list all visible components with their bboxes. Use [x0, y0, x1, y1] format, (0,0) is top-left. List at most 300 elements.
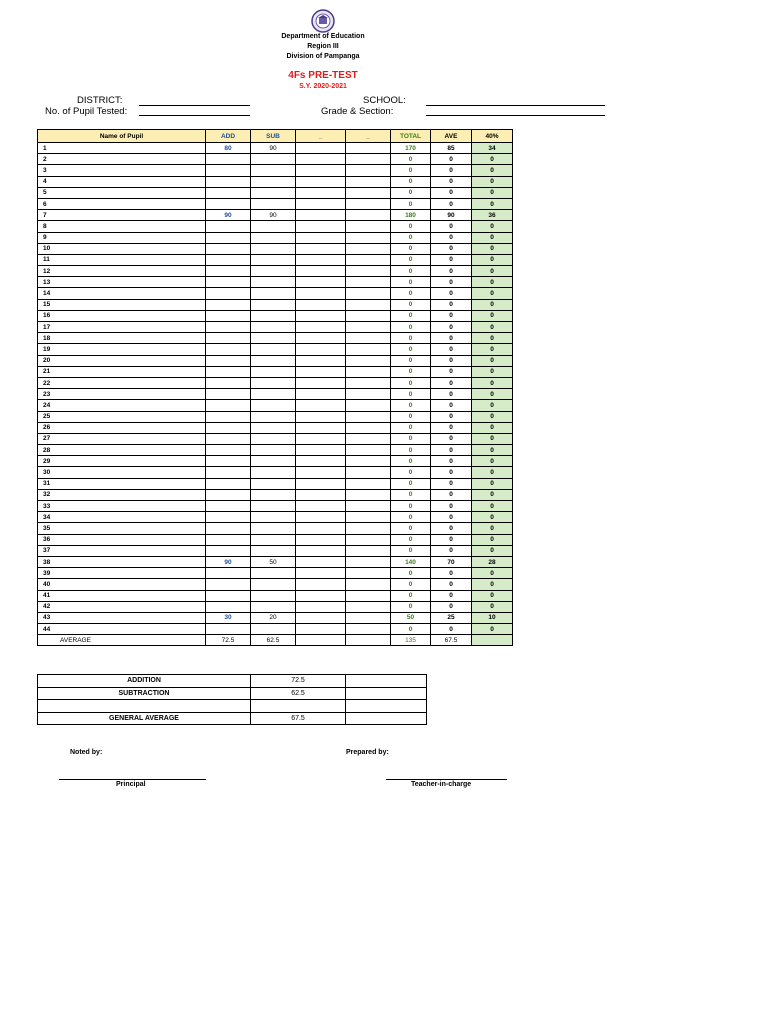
blank-cell[interactable] — [346, 377, 391, 388]
pct-cell: 0 — [472, 333, 513, 344]
table-row — [38, 433, 513, 444]
add-score-cell[interactable] — [206, 501, 251, 512]
add-score-cell[interactable] — [206, 624, 251, 635]
school-label: SCHOOL: — [363, 95, 406, 106]
sub-score-cell[interactable] — [251, 478, 296, 489]
add-score-cell[interactable] — [206, 165, 251, 176]
blank-cell[interactable] — [296, 154, 346, 165]
total-cell: 0 — [391, 322, 431, 333]
table-row — [38, 333, 513, 344]
ave-cell: 0 — [431, 333, 472, 344]
blank-cell[interactable] — [296, 254, 346, 265]
add-score-cell[interactable] — [206, 523, 251, 534]
blank-cell[interactable] — [346, 187, 391, 198]
total-cell: 0 — [391, 422, 431, 433]
add-score-cell[interactable] — [206, 478, 251, 489]
add-score-cell[interactable] — [206, 456, 251, 467]
blank-cell[interactable] — [296, 176, 346, 187]
blank-cell[interactable] — [296, 422, 346, 433]
blank-cell[interactable] — [346, 523, 391, 534]
pupils-tested-field[interactable] — [139, 115, 250, 116]
blank-cell[interactable] — [296, 411, 346, 422]
add-score-cell[interactable] — [206, 467, 251, 478]
add-score-cell[interactable] — [206, 344, 251, 355]
total-cell: 0 — [391, 456, 431, 467]
sub-score-cell[interactable] — [251, 243, 296, 254]
ave-cell: 0 — [431, 489, 472, 500]
total-cell: 0 — [391, 154, 431, 165]
blank-cell[interactable] — [296, 400, 346, 411]
total-cell: 170 — [391, 143, 431, 154]
summary-row — [38, 675, 427, 688]
total-cell: 0 — [391, 433, 431, 444]
add-score-cell[interactable] — [206, 411, 251, 422]
blank-cell[interactable] — [346, 467, 391, 478]
table-row — [38, 299, 513, 310]
ave-cell: 0 — [431, 579, 472, 590]
sub-score-cell[interactable] — [251, 277, 296, 288]
blank-cell[interactable] — [346, 545, 391, 556]
grade-section-label: Grade & Section: — [321, 106, 394, 117]
pct-cell: 0 — [472, 590, 513, 601]
blank-cell[interactable] — [296, 243, 346, 254]
total-cell: 0 — [391, 299, 431, 310]
pupil-number-cell: 37 — [38, 545, 206, 556]
blank-cell[interactable] — [346, 165, 391, 176]
pct-cell: 0 — [472, 254, 513, 265]
ave-cell: 0 — [431, 523, 472, 534]
ave-cell: 0 — [431, 288, 472, 299]
summary-blank — [346, 687, 427, 700]
blank-cell[interactable] — [296, 590, 346, 601]
sub-score-cell[interactable] — [251, 232, 296, 243]
add-score-cell[interactable] — [206, 187, 251, 198]
add-score-cell[interactable] — [206, 243, 251, 254]
blank-cell[interactable] — [346, 579, 391, 590]
sub-score-cell[interactable] — [251, 579, 296, 590]
sub-score-cell[interactable] — [251, 601, 296, 612]
sub-score-cell[interactable] — [251, 456, 296, 467]
blank-cell[interactable] — [296, 232, 346, 243]
pct-cell: 0 — [472, 601, 513, 612]
pct-cell: 0 — [472, 568, 513, 579]
ave-cell: 0 — [431, 501, 472, 512]
sub-score-cell[interactable] — [251, 590, 296, 601]
blank-cell[interactable] — [346, 400, 391, 411]
blank-cell[interactable] — [296, 333, 346, 344]
sub-score-cell[interactable] — [251, 433, 296, 444]
pct-cell: 0 — [472, 310, 513, 321]
sub-score-cell[interactable] — [251, 467, 296, 478]
sub-score-cell[interactable] — [251, 545, 296, 556]
blank-cell[interactable] — [346, 210, 391, 221]
total-cell: 180 — [391, 210, 431, 221]
average-add: 72.5 — [206, 635, 251, 646]
blank-cell[interactable] — [296, 210, 346, 221]
total-cell: 0 — [391, 198, 431, 209]
sub-score-cell[interactable]: 90 — [251, 143, 296, 154]
add-score-cell[interactable] — [206, 568, 251, 579]
pupil-number-cell: 40 — [38, 579, 206, 590]
blank-cell[interactable] — [296, 266, 346, 277]
sub-score-cell[interactable] — [251, 165, 296, 176]
blank-cell[interactable] — [296, 456, 346, 467]
add-score-cell[interactable] — [206, 512, 251, 523]
blank-cell[interactable] — [296, 187, 346, 198]
blank-cell[interactable] — [346, 299, 391, 310]
add-score-cell[interactable]: 90 — [206, 556, 251, 567]
table-header-row — [38, 130, 513, 143]
header-blank-2: _ — [346, 130, 391, 143]
table-row — [38, 467, 513, 478]
blank-cell[interactable] — [346, 288, 391, 299]
blank-cell[interactable] — [346, 422, 391, 433]
total-cell: 140 — [391, 556, 431, 567]
pct-cell: 34 — [472, 143, 513, 154]
deped-seal-icon — [307, 9, 339, 33]
sub-score-cell[interactable] — [251, 221, 296, 232]
header-name-of-pupil: Name of Pupil — [38, 130, 206, 143]
pct-cell: 0 — [472, 456, 513, 467]
blank-cell[interactable] — [296, 556, 346, 567]
sub-score-cell[interactable] — [251, 355, 296, 366]
blank-cell[interactable] — [346, 243, 391, 254]
pct-cell: 0 — [472, 176, 513, 187]
blank-cell[interactable] — [346, 344, 391, 355]
blank-cell[interactable] — [296, 478, 346, 489]
sub-score-cell[interactable] — [251, 366, 296, 377]
pupil-number-cell: 39 — [38, 568, 206, 579]
pct-cell: 0 — [472, 366, 513, 377]
sub-score-cell[interactable] — [251, 299, 296, 310]
add-score-cell[interactable] — [206, 232, 251, 243]
summary-blank — [346, 712, 427, 725]
sub-score-cell[interactable] — [251, 198, 296, 209]
add-score-cell[interactable]: 80 — [206, 143, 251, 154]
total-cell: 0 — [391, 512, 431, 523]
add-score-cell[interactable] — [206, 254, 251, 265]
add-score-cell[interactable]: 90 — [206, 210, 251, 221]
sub-score-cell[interactable] — [251, 154, 296, 165]
sub-score-cell[interactable] — [251, 377, 296, 388]
header-sub: SUB — [251, 130, 296, 143]
summary-row — [38, 712, 427, 725]
sub-score-cell[interactable] — [251, 489, 296, 500]
blank-cell[interactable] — [296, 377, 346, 388]
blank-cell[interactable] — [296, 299, 346, 310]
sub-score-cell[interactable]: 20 — [251, 612, 296, 623]
pupil-number-cell: 29 — [38, 456, 206, 467]
add-score-cell[interactable] — [206, 355, 251, 366]
table-row — [38, 400, 513, 411]
average-pct — [472, 635, 513, 646]
add-score-cell[interactable] — [206, 601, 251, 612]
pupil-number-cell: 38 — [38, 556, 206, 567]
table-row — [38, 601, 513, 612]
add-score-cell[interactable] — [206, 198, 251, 209]
add-score-cell[interactable] — [206, 400, 251, 411]
sub-score-cell[interactable] — [251, 624, 296, 635]
sub-score-cell[interactable] — [251, 288, 296, 299]
summary-table — [37, 674, 427, 725]
sub-score-cell[interactable] — [251, 187, 296, 198]
pct-cell: 10 — [472, 612, 513, 623]
blank-cell[interactable] — [346, 221, 391, 232]
sub-score-cell[interactable] — [251, 344, 296, 355]
add-score-cell[interactable] — [206, 288, 251, 299]
table-row — [38, 221, 513, 232]
ave-cell: 0 — [431, 545, 472, 556]
add-score-cell[interactable] — [206, 534, 251, 545]
pupil-number-cell: 21 — [38, 366, 206, 377]
pct-cell: 0 — [472, 534, 513, 545]
pupil-number-cell: 20 — [38, 355, 206, 366]
blank-cell[interactable] — [346, 389, 391, 400]
add-score-cell[interactable] — [206, 433, 251, 444]
total-cell: 0 — [391, 355, 431, 366]
blank-cell[interactable] — [296, 344, 346, 355]
blank-cell[interactable] — [346, 568, 391, 579]
table-row — [38, 478, 513, 489]
blank-cell[interactable] — [346, 411, 391, 422]
blank-cell[interactable] — [346, 512, 391, 523]
sub-score-cell[interactable] — [251, 411, 296, 422]
add-score-cell[interactable] — [206, 310, 251, 321]
table-row — [38, 165, 513, 176]
sub-score-cell[interactable] — [251, 512, 296, 523]
pupil-number-cell: 4 — [38, 176, 206, 187]
school-field[interactable] — [426, 105, 605, 106]
sub-score-cell[interactable] — [251, 389, 296, 400]
blank-cell[interactable] — [346, 501, 391, 512]
blank-cell[interactable] — [346, 489, 391, 500]
table-row — [38, 456, 513, 467]
blank-cell[interactable] — [346, 478, 391, 489]
blank-cell[interactable] — [296, 433, 346, 444]
pupil-number-cell: 16 — [38, 310, 206, 321]
add-score-cell[interactable] — [206, 366, 251, 377]
blank-cell[interactable] — [296, 445, 346, 456]
sub-score-cell[interactable] — [251, 310, 296, 321]
district-label: DISTRICT: — [77, 95, 123, 106]
blank-cell[interactable] — [346, 198, 391, 209]
add-score-cell[interactable]: 30 — [206, 612, 251, 623]
sub-score-cell[interactable] — [251, 254, 296, 265]
blank-cell[interactable] — [296, 489, 346, 500]
pupil-number-cell: 32 — [38, 489, 206, 500]
header-add: ADD — [206, 130, 251, 143]
add-score-cell[interactable] — [206, 277, 251, 288]
add-score-cell[interactable] — [206, 590, 251, 601]
blank-cell[interactable] — [296, 512, 346, 523]
blank-cell[interactable] — [296, 523, 346, 534]
sub-score-cell[interactable] — [251, 333, 296, 344]
pupil-number-cell: 25 — [38, 411, 206, 422]
sub-score-cell[interactable] — [251, 523, 296, 534]
blank-cell[interactable] — [296, 579, 346, 590]
blank-cell[interactable] — [346, 322, 391, 333]
blank-cell[interactable] — [346, 433, 391, 444]
add-score-cell[interactable] — [206, 389, 251, 400]
total-cell: 0 — [391, 501, 431, 512]
total-cell: 0 — [391, 277, 431, 288]
blank-cell[interactable] — [346, 232, 391, 243]
add-score-cell[interactable] — [206, 422, 251, 433]
blank-cell[interactable] — [296, 165, 346, 176]
sub-score-cell[interactable] — [251, 422, 296, 433]
blank-cell[interactable] — [296, 355, 346, 366]
sub-score-cell[interactable]: 50 — [251, 556, 296, 567]
blank-cell[interactable] — [296, 612, 346, 623]
pupil-number-cell: 14 — [38, 288, 206, 299]
blank-cell[interactable] — [296, 310, 346, 321]
summary-value: 67.5 — [251, 712, 346, 725]
add-score-cell[interactable] — [206, 266, 251, 277]
summary-blank — [346, 700, 427, 713]
blank-cell[interactable] — [296, 501, 346, 512]
add-score-cell[interactable] — [206, 545, 251, 556]
blank-cell[interactable] — [296, 322, 346, 333]
blank-cell[interactable] — [296, 545, 346, 556]
total-cell: 0 — [391, 489, 431, 500]
blank-cell[interactable] — [296, 221, 346, 232]
ave-cell: 0 — [431, 221, 472, 232]
blank-cell[interactable] — [346, 456, 391, 467]
blank-cell[interactable] — [296, 143, 346, 154]
ave-cell: 0 — [431, 232, 472, 243]
blank-cell[interactable] — [346, 366, 391, 377]
average-row — [38, 635, 513, 646]
ave-cell: 0 — [431, 433, 472, 444]
pupil-number-cell: 10 — [38, 243, 206, 254]
table-row — [38, 422, 513, 433]
blank-cell[interactable] — [296, 624, 346, 635]
pupil-number-cell: 44 — [38, 624, 206, 635]
total-cell: 0 — [391, 165, 431, 176]
pupil-number-cell: 31 — [38, 478, 206, 489]
add-score-cell[interactable] — [206, 299, 251, 310]
total-cell: 0 — [391, 579, 431, 590]
blank-cell[interactable] — [346, 355, 391, 366]
school-year: S.Y. 2020-2021 — [299, 83, 347, 90]
total-cell: 0 — [391, 467, 431, 478]
blank-cell[interactable] — [346, 154, 391, 165]
pct-cell: 0 — [472, 232, 513, 243]
blank-cell[interactable] — [296, 601, 346, 612]
ave-cell: 0 — [431, 299, 472, 310]
pupil-number-cell: 8 — [38, 221, 206, 232]
pct-cell: 0 — [472, 523, 513, 534]
table-row — [38, 277, 513, 288]
table-row — [38, 501, 513, 512]
blank-cell[interactable] — [296, 467, 346, 478]
total-cell: 0 — [391, 232, 431, 243]
table-row — [38, 523, 513, 534]
pct-cell: 0 — [472, 467, 513, 478]
table-row — [38, 154, 513, 165]
blank-cell[interactable] — [346, 254, 391, 265]
sub-score-cell[interactable] — [251, 400, 296, 411]
sub-score-cell[interactable] — [251, 322, 296, 333]
division-name: Division of Pampanga — [286, 53, 360, 60]
pct-cell: 0 — [472, 288, 513, 299]
table-row — [38, 545, 513, 556]
summary-label — [38, 700, 251, 713]
sub-score-cell[interactable] — [251, 501, 296, 512]
grade-section-field[interactable] — [426, 115, 605, 116]
pupils-tested-label: No. of Pupil Tested: — [45, 106, 128, 117]
sub-score-cell[interactable] — [251, 266, 296, 277]
pupil-number-cell: 3 — [38, 165, 206, 176]
blank-cell[interactable] — [346, 277, 391, 288]
blank-cell[interactable] — [296, 534, 346, 545]
summary-value: 62.5 — [251, 687, 346, 700]
sub-score-cell[interactable] — [251, 568, 296, 579]
blank-cell[interactable] — [296, 389, 346, 400]
add-score-cell[interactable] — [206, 154, 251, 165]
blank-cell[interactable] — [346, 143, 391, 154]
total-cell: 50 — [391, 612, 431, 623]
add-score-cell[interactable] — [206, 176, 251, 187]
blank-cell[interactable] — [346, 310, 391, 321]
blank-cell[interactable] — [346, 612, 391, 623]
district-field[interactable] — [139, 105, 250, 106]
blank-cell[interactable] — [346, 333, 391, 344]
blank-cell[interactable] — [346, 176, 391, 187]
blank-cell[interactable] — [346, 445, 391, 456]
ave-cell: 0 — [431, 187, 472, 198]
page-title: 4Fs PRE-TEST — [288, 70, 358, 81]
ave-cell: 0 — [431, 456, 472, 467]
total-cell: 0 — [391, 344, 431, 355]
pct-cell: 0 — [472, 243, 513, 254]
blank-cell[interactable] — [296, 198, 346, 209]
blank-cell[interactable] — [296, 277, 346, 288]
blank-cell[interactable] — [346, 624, 391, 635]
add-score-cell[interactable] — [206, 221, 251, 232]
pct-cell: 0 — [472, 344, 513, 355]
add-score-cell[interactable] — [206, 579, 251, 590]
ave-cell: 0 — [431, 176, 472, 187]
ave-cell: 0 — [431, 198, 472, 209]
blank-cell[interactable] — [296, 288, 346, 299]
prepared-by-label: Prepared by: — [346, 749, 389, 756]
blank-cell[interactable] — [346, 601, 391, 612]
sub-score-cell[interactable] — [251, 534, 296, 545]
blank-cell[interactable] — [346, 590, 391, 601]
pct-cell: 0 — [472, 411, 513, 422]
summary-value: 72.5 — [251, 675, 346, 688]
add-score-cell[interactable] — [206, 333, 251, 344]
blank-cell[interactable] — [346, 266, 391, 277]
ave-cell: 0 — [431, 165, 472, 176]
blank-cell[interactable] — [296, 366, 346, 377]
add-score-cell[interactable] — [206, 377, 251, 388]
sub-score-cell[interactable] — [251, 445, 296, 456]
pupil-number-cell: 1 — [38, 143, 206, 154]
blank-cell[interactable] — [346, 534, 391, 545]
add-score-cell[interactable] — [206, 322, 251, 333]
blank-cell[interactable] — [346, 556, 391, 567]
table-row — [38, 243, 513, 254]
sub-score-cell[interactable] — [251, 176, 296, 187]
blank-cell[interactable] — [296, 568, 346, 579]
pupil-number-cell: 22 — [38, 377, 206, 388]
average-blank-1 — [296, 635, 346, 646]
add-score-cell[interactable] — [206, 489, 251, 500]
add-score-cell[interactable] — [206, 445, 251, 456]
sub-score-cell[interactable]: 90 — [251, 210, 296, 221]
